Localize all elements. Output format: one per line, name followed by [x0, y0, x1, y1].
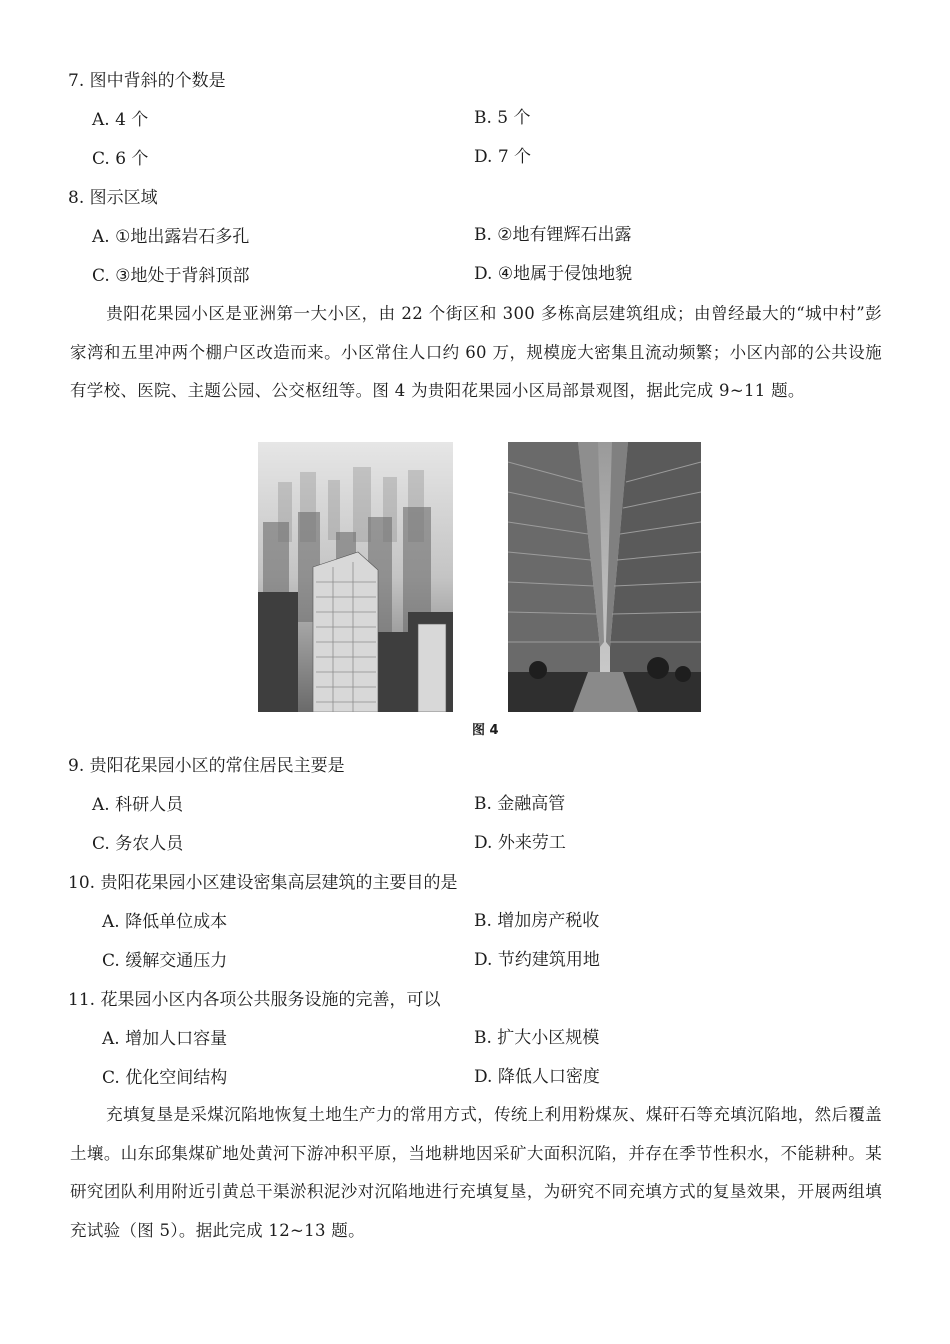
high-rise-street-photo [508, 442, 701, 712]
question-8-option-a: A. ①地出露岩石多孔 [92, 227, 250, 247]
question-7-option-b: B. 5 个 [474, 108, 531, 128]
question-7-option-a: A. 4 个 [92, 110, 149, 130]
question-9-option-c: C. 务农人员 [92, 834, 184, 854]
question-8-stem: 8. 图示区域 [68, 188, 158, 208]
question-7-option-c: C. 6 个 [92, 149, 149, 169]
question-7-option-d: D. 7 个 [474, 147, 532, 167]
question-11-stem: 11. 花果园小区内各项公共服务设施的完善，可以 [68, 990, 441, 1010]
figure-4-caption: 图 4 [472, 723, 499, 738]
question-11-option-c: C. 优化空间结构 [102, 1068, 228, 1088]
question-9-stem: 9. 贵阳花果园小区的常住居民主要是 [68, 756, 345, 776]
passage-reclamation-text: 充填复垦是采煤沉陷地恢复土地生产力的常用方式，传统上利用粉煤灰、煤矸石等充填沉陷地，然后覆盖土壤。山东邱集煤矿地处黄河下游冲积平原，当地耕地因采矿大面积沉陷，并存在季节性积水，不能耕种。某研究团队利用附近引黄总干渠淤积泥沙对沉陷地进行充填复垦，为研究不同充填方式的复垦效果，开展两组填充试验（图 5）。据此完成 12~13 题。 [70, 1105, 882, 1240]
question-9-option-a: A. 科研人员 [92, 795, 184, 815]
question-10-stem: 10. 贵阳花果园小区建设密集高层建筑的主要目的是 [68, 873, 458, 893]
question-8-option-b: B. ②地有锂辉石出露 [474, 225, 632, 245]
question-7-stem: 7. 图中背斜的个数是 [68, 71, 226, 91]
passage-huaguoyuan-text: 贵阳花果园小区是亚洲第一大小区，由 22 个街区和 300 多栋高层建筑组成；由曾经最大的“城中村”彭家湾和五里冲两个棚户区改造而来。小区常住人口约 60 万，规模庞大密集且流动频繁；小区内部的公共设施有学校、医院、主题公园、公交枢纽等。图 4 为贵阳花果园小区局部景观图，据此完成 9~11 题。 [70, 304, 882, 401]
question-10-option-a: A. 降低单位成本 [102, 912, 228, 932]
passage-huaguoyuan [70, 295, 882, 411]
question-9-option-d: D. 外来劳工 [474, 833, 566, 853]
question-11-option-b: B. 扩大小区规模 [474, 1028, 600, 1048]
question-8-option-d: D. ④地属于侵蚀地貌 [474, 264, 633, 284]
question-10-option-c: C. 缓解交通压力 [102, 951, 228, 971]
high-rise-aerial-photo [258, 442, 453, 712]
question-9-option-b: B. 金融高管 [474, 794, 566, 814]
question-10-option-d: D. 节约建筑用地 [474, 950, 600, 970]
question-10-option-b: B. 增加房产税收 [474, 911, 600, 931]
question-11-option-a: A. 增加人口容量 [102, 1029, 228, 1049]
question-11-option-d: D. 降低人口密度 [474, 1067, 600, 1087]
question-8-option-c: C. ③地处于背斜顶部 [92, 266, 250, 286]
passage-reclamation [70, 1096, 882, 1250]
